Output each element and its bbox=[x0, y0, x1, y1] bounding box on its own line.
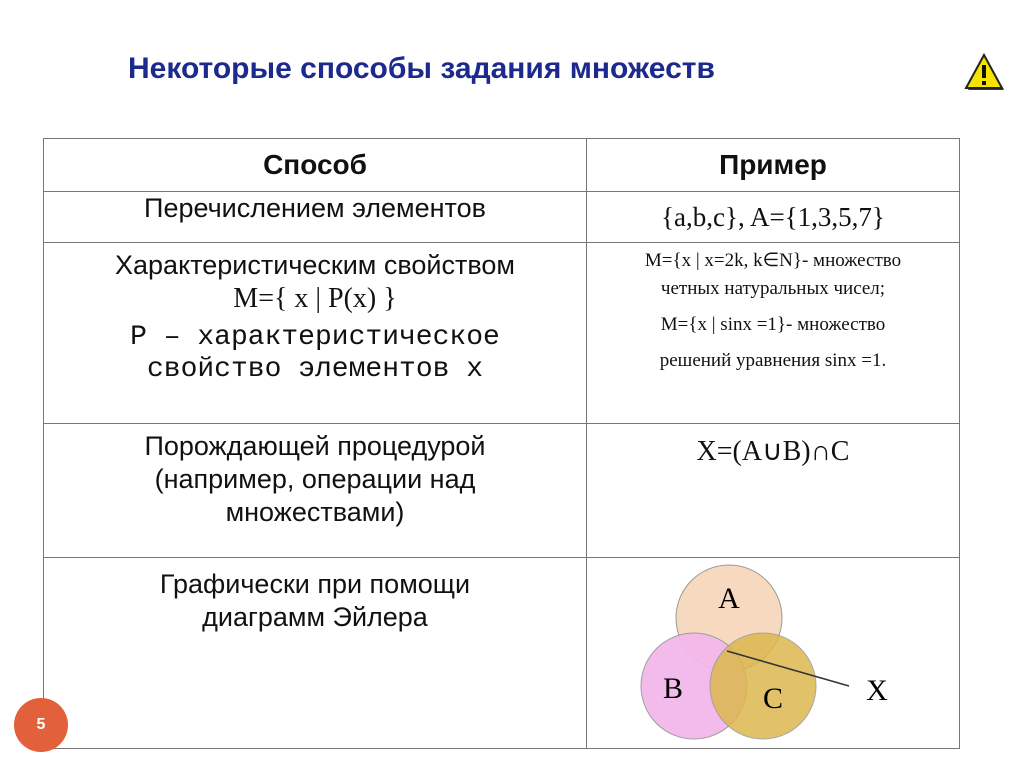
table-row bbox=[44, 192, 960, 243]
header-example: Пример bbox=[587, 139, 960, 192]
method-procedure-line2: (например, операции над bbox=[154, 464, 476, 494]
example-cell bbox=[587, 558, 960, 749]
method-cell bbox=[44, 558, 587, 749]
method-graphic-line2: диаграмм Эйлера bbox=[202, 602, 428, 632]
methods-table bbox=[43, 138, 960, 749]
table-header-row bbox=[44, 139, 960, 192]
example-cell bbox=[587, 192, 960, 243]
method-characteristic: Характеристическим свойством bbox=[115, 250, 515, 280]
example-cell bbox=[587, 243, 960, 424]
method-cell bbox=[44, 243, 587, 424]
example-enumeration: {a,b,c}, A={1,3,5,7} bbox=[661, 202, 885, 232]
method-note-line1: P – характеристическое bbox=[130, 322, 500, 353]
header-method: Способ bbox=[44, 139, 587, 192]
example-sin-line2: решений уравнения sinx =1. bbox=[659, 350, 887, 371]
example-procedure: X=(A∪B)∩C bbox=[696, 436, 850, 467]
method-cell bbox=[44, 192, 587, 243]
venn-label-a: A bbox=[718, 582, 740, 615]
method-procedure-line1: Порождающей процедурой bbox=[144, 431, 486, 461]
venn-label-x: X bbox=[866, 674, 888, 707]
table-row bbox=[44, 243, 960, 424]
table-row bbox=[44, 424, 960, 558]
example-even-line1: M={x | x=2k, k∈N}- множество bbox=[644, 250, 902, 271]
method-note-line2: свойство элементов x bbox=[146, 354, 484, 385]
method-enumeration: Перечислением элементов bbox=[144, 193, 486, 223]
example-cell bbox=[587, 424, 960, 558]
method-formula: M={ x | P(x) } bbox=[233, 283, 397, 314]
warning-icon bbox=[964, 52, 1004, 92]
euler-diagram bbox=[587, 558, 959, 746]
venn-label-c: C bbox=[762, 682, 784, 715]
venn-label-b: B bbox=[662, 672, 684, 705]
table-row bbox=[44, 558, 960, 749]
method-graphic-line1: Графически при помощи bbox=[159, 569, 471, 599]
slide-number-badge: 5 bbox=[14, 698, 68, 752]
method-cell bbox=[44, 424, 587, 558]
example-sin-line1: M={x | sinx =1}- множество bbox=[660, 314, 886, 335]
example-even-line2: четных натуральных чисел; bbox=[660, 278, 886, 299]
slide-title: Некоторые способы задания множеств bbox=[128, 52, 715, 85]
method-procedure-line3: множествами) bbox=[225, 497, 405, 527]
